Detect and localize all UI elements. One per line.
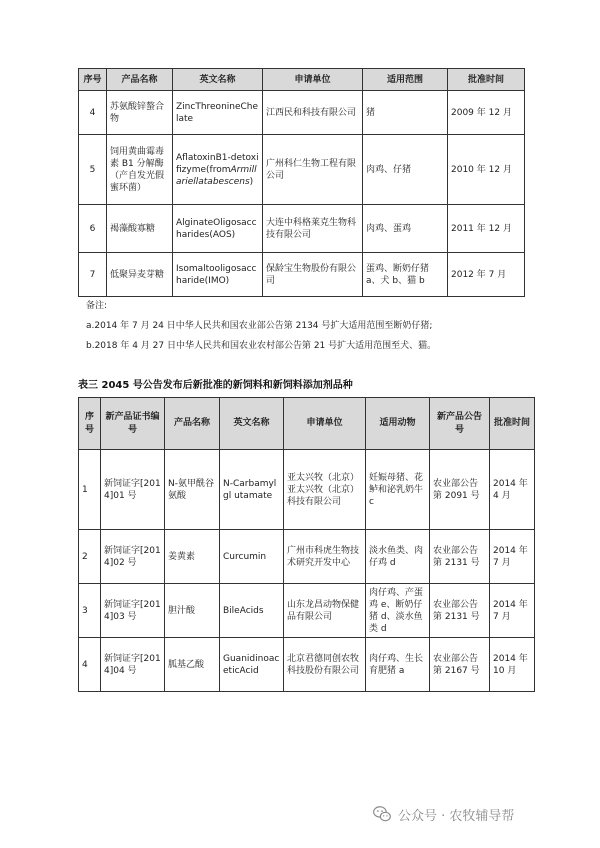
cell-scope: 蛋鸡、断奶仔猪 a、犬 b、猫 b xyxy=(363,253,448,297)
col-header-applicant: 申请单位 xyxy=(284,398,366,450)
cell-cert: 新饲证字[2014]04 号 xyxy=(101,638,165,692)
col-header-name: 产品名称 xyxy=(107,69,173,91)
cell-no: 5 xyxy=(79,135,107,205)
cell-cert: 新饲证字[2014]02 号 xyxy=(101,530,165,584)
cell-cert: 新饲证字[2014]03 号 xyxy=(101,584,165,638)
cell-date: 2014 年 7 月 xyxy=(490,530,535,584)
cell-name: 褐藻酸寡糖 xyxy=(107,205,173,253)
cell-name: 胍基乙酸 xyxy=(165,638,220,692)
cell-name: N-氨甲酰谷氨酸 xyxy=(165,450,220,530)
table-feed-products-1 xyxy=(78,68,525,297)
cell-applicant: 山东龙昌动物保健品有限公司 xyxy=(284,584,366,638)
col-header-no: 序号 xyxy=(79,69,107,91)
table-notes xyxy=(86,296,526,356)
watermark xyxy=(372,804,514,824)
cell-no: 2 xyxy=(79,530,101,584)
cell-date: 2009 年 12 月 xyxy=(448,91,525,135)
table-row xyxy=(79,584,535,638)
cell-date: 2010 年 12 月 xyxy=(448,135,525,205)
table-row xyxy=(79,91,525,135)
cell-date: 2012 年 7 月 xyxy=(448,253,525,297)
table-row xyxy=(79,450,535,530)
table-row xyxy=(79,205,525,253)
watermark-text: 公众号 · 农牧辅导帮 xyxy=(398,808,515,824)
table-header-row xyxy=(79,69,525,91)
cell-applicant: 保龄宝生物股份有限公司 xyxy=(263,253,363,297)
col-header-applicant: 申请单位 xyxy=(263,69,363,91)
wechat-icon xyxy=(372,804,392,824)
table-row xyxy=(79,253,525,297)
cell-en: AlginateOligosaccharides(AOS) xyxy=(173,205,263,253)
cell-no: 6 xyxy=(79,205,107,253)
cell-name: 饲用黄曲霉毒素 B1 分解酶（产自发光假蜜环菌） xyxy=(107,135,173,205)
table-new-feed-products xyxy=(78,397,535,692)
cell-applicant: 亚太兴牧（北京）亚太兴牧（北京）科技有限公司 xyxy=(284,450,366,530)
cell-name: 苏氨酸锌螯合物 xyxy=(107,91,173,135)
cell-notice: 农业部公告第 2131 号 xyxy=(430,530,490,584)
cell-en: Isomaltooligosaccharide(IMO) xyxy=(173,253,263,297)
cell-no: 3 xyxy=(79,584,101,638)
col-header-date: 批准时间 xyxy=(448,69,525,91)
col-header-en: 英文名称 xyxy=(220,398,284,450)
cell-animal: 肉仔鸡、产蛋鸡 e、断奶仔猪 d、淡水鱼类 d xyxy=(366,584,430,638)
cell-name: 低聚异麦芽糖 xyxy=(107,253,173,297)
notes-title: 备注: xyxy=(86,301,108,311)
cell-en: N-Carbamylgl utamate xyxy=(220,450,284,530)
cell-en xyxy=(173,135,263,205)
col-header-notice: 新产品公告号 xyxy=(430,398,490,450)
cell-applicant: 北京君德同创农牧科技股份有限公司 xyxy=(284,638,366,692)
col-header-no: 序号 xyxy=(79,398,101,450)
note-a: a.2014 年 7 月 24 日中华人民共和国农业部公告第 2134 号扩大适用范围至断奶仔猪; xyxy=(86,321,433,331)
table-row xyxy=(79,135,525,205)
cell-date: 2014 年 4 月 xyxy=(490,450,535,530)
cell-applicant: 江西民和科技有限公司 xyxy=(263,91,363,135)
col-header-date: 批准时间 xyxy=(490,398,535,450)
cell-scope: 肉鸡、仔猪 xyxy=(363,135,448,205)
col-header-scope: 适用范围 xyxy=(363,69,448,91)
cell-en: ZincThreonineChelate xyxy=(173,91,263,135)
cell-date: 2014 年 10 月 xyxy=(490,638,535,692)
cell-applicant: 广州科仁生物工程有限公司 xyxy=(263,135,363,205)
col-header-cert: 新产品证书编号 xyxy=(101,398,165,450)
cell-no: 1 xyxy=(79,450,101,530)
col-header-animal: 适用动物 xyxy=(366,398,430,450)
cell-en: BileAcids xyxy=(220,584,284,638)
cell-no: 7 xyxy=(79,253,107,297)
note-b: b.2018 年 4 月 27 日中华人民共和国农业农村部公告第 21 号扩大适用范围至犬、猫。 xyxy=(86,341,437,351)
cell-animal: 妊娠母猪、花鲈和泌乳奶牛 c xyxy=(366,450,430,530)
cell-animal: 肉仔鸡、生长育肥猪 a xyxy=(366,638,430,692)
cell-name: 胆汁酸 xyxy=(165,584,220,638)
col-header-name: 产品名称 xyxy=(165,398,220,450)
cell-cert: 新饲证字[2014]01 号 xyxy=(101,450,165,530)
cell-applicant: 大连中科格莱克生物科技有限公司 xyxy=(263,205,363,253)
cell-scope: 肉鸡、蛋鸡 xyxy=(363,205,448,253)
table3-caption: 表三 2045 号公告发布后新批准的新饲料和新饲料添加剂品种 xyxy=(78,380,353,391)
cell-date: 2011 年 12 月 xyxy=(448,205,525,253)
cell-applicant: 广州市科虎生物技术研究开发中心 xyxy=(284,530,366,584)
col-header-en: 英文名称 xyxy=(173,69,263,91)
table-row xyxy=(79,638,535,692)
table-row xyxy=(79,530,535,584)
cell-scope: 猪 xyxy=(363,91,448,135)
cell-en-text: AflatoxinB1-detoxifizyme(from xyxy=(176,152,259,175)
cell-notice: 农业部公告第 2091 号 xyxy=(430,450,490,530)
table-header-row xyxy=(79,398,535,450)
cell-notice: 农业部公告第 2131 号 xyxy=(430,584,490,638)
cell-en-tail: ) xyxy=(249,176,254,187)
cell-name: 姜黄素 xyxy=(165,530,220,584)
cell-no: 4 xyxy=(79,91,107,135)
cell-no: 4 xyxy=(79,638,101,692)
cell-notice: 农业部公告第 2167 号 xyxy=(430,638,490,692)
cell-date: 2014 年 7 月 xyxy=(490,584,535,638)
cell-en-italic: Armillariellatabescens xyxy=(176,164,257,187)
cell-animal: 淡水鱼类、肉仔鸡 d xyxy=(366,530,430,584)
cell-en: GuanidinoaceticAcid xyxy=(220,638,284,692)
cell-en: Curcumin xyxy=(220,530,284,584)
